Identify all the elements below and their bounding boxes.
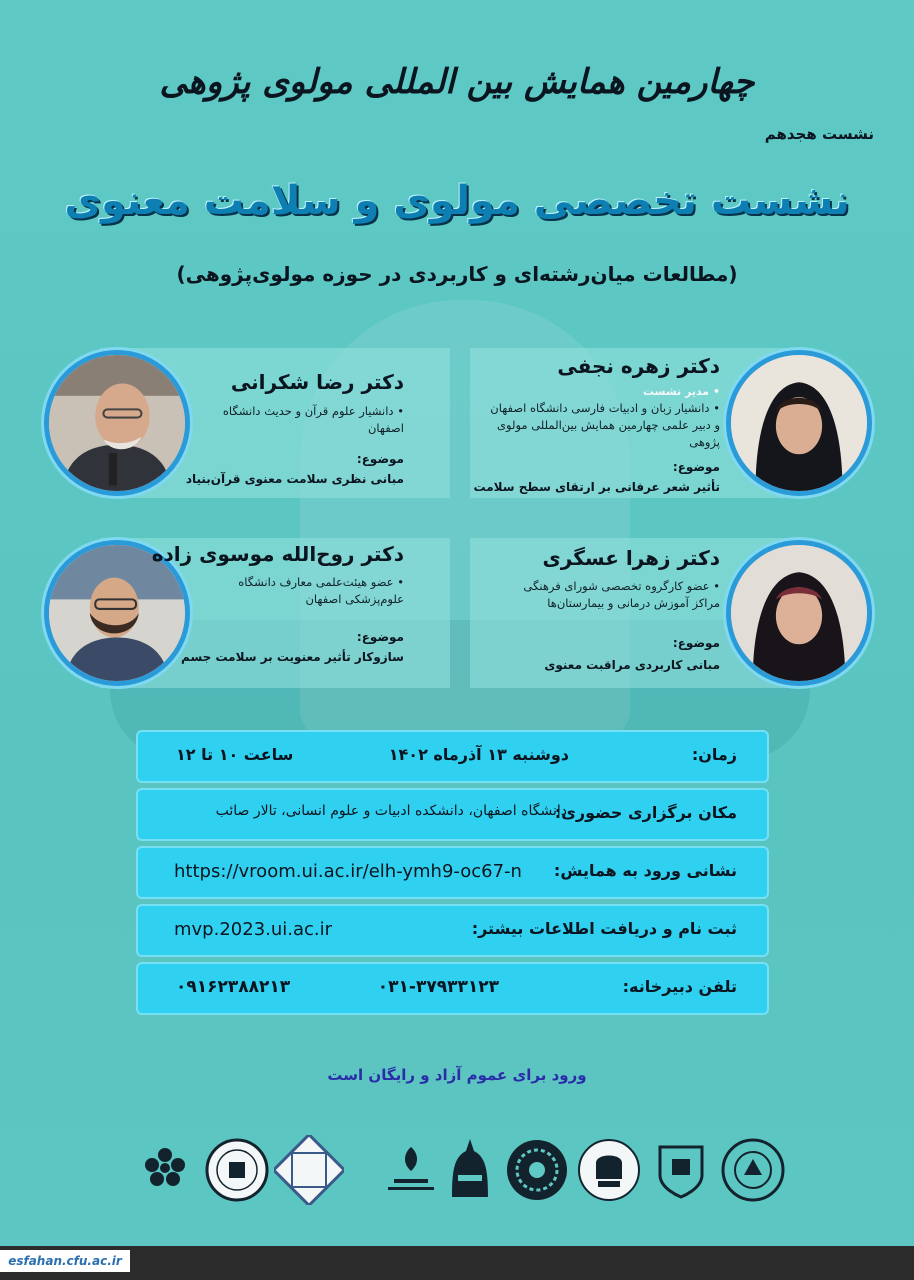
speaker-name-shokrani: دکتر رضا شکرانی: [230, 370, 404, 394]
info-box-phone: [136, 962, 769, 1015]
topic-label: موضوع:: [356, 630, 404, 644]
speaker-bio: • دانشیار علوم قرآن و حدیث دانشگاه: [222, 404, 404, 418]
time-label: زمان:: [691, 745, 737, 764]
speaker-topic-asgari: مبانی کاربردی مراقبت معنوی: [544, 658, 720, 672]
info-box-link: [136, 846, 769, 899]
isfahan-university-logo: [574, 1135, 644, 1205]
speaker-role: • مدیر نشست: [642, 385, 720, 398]
speaker-bio-cont: پژوهی: [689, 435, 720, 449]
phone-label: تلفن دبیرخانه:: [622, 977, 737, 996]
venue-label: مکان برگزاری حضوری:: [554, 803, 737, 822]
university-seal-logo: [718, 1135, 788, 1205]
topic-label: موضوع:: [672, 460, 720, 474]
speaker-photo-najafi: [726, 350, 872, 496]
speaker-card-asgari: [470, 538, 880, 688]
speaker-topic-shokrani: مبانی نظری سلامت معنوی قرآن‌بنیاد: [185, 472, 404, 486]
sarajevo-university-logo: [202, 1135, 272, 1205]
site-link[interactable]: esfahan.cfu.ac.ir: [0, 1250, 130, 1272]
speaker-topic-mousavizadeh: سازوکار تأثیر معنویت بر سلامت جسم: [181, 650, 404, 664]
speaker-bio-cont: و دبیر علمی چهارمین همایش بین‌المللی مولوی: [497, 418, 720, 432]
main-title: نشست تخصصی مولوی و سلامت معنوی: [64, 178, 850, 224]
free-entry-note: ورود برای عموم آزاد و رایگان است: [327, 1066, 587, 1084]
phone-mobile: ۰۹۱۶۲۳۸۸۲۱۳: [176, 977, 291, 997]
speaker-bio: • عضو هیئت‌علمی معارف دانشگاه: [238, 575, 404, 589]
speaker-name-najafi: دکتر زهره نجفی: [557, 354, 720, 378]
speaker-card-mousavizadeh: [40, 538, 460, 688]
speaker-bio-cont: علوم‌پزشکی اصفهان: [305, 592, 404, 606]
speaker-bio: • عضو کارگروه تخصصی شورای فرهنگی: [523, 579, 720, 593]
register-label: ثبت نام و دریافت اطلاعات بیشتر:: [471, 919, 737, 938]
speaker-name-mousavizadeh: دکتر روح‌الله موسوی زاده: [151, 542, 404, 566]
venue-value: دانشگاه اصفهان، دانشکده ادبیات و علوم انسانی، تالار صائب: [215, 803, 567, 819]
speaker-bio: • دانشیار زبان و ادبیات فارسی دانشگاه اصفهان: [490, 401, 720, 415]
speaker-photo-asgari: [726, 540, 872, 686]
speaker-card-najafi: [470, 348, 880, 498]
speaker-bio-cont: اصفهان: [367, 421, 404, 435]
link-label: نشانی ورود به همایش:: [553, 861, 737, 880]
university-shield-logo: [646, 1135, 716, 1205]
association-logo: [274, 1135, 344, 1205]
register-link[interactable]: mvp.2023.ui.ac.ir: [174, 919, 333, 940]
speaker-name-asgari: دکتر زهرا عسگری: [542, 546, 720, 570]
sponsor-logos: [130, 1135, 790, 1215]
rosette-logo: [502, 1135, 572, 1205]
conference-link[interactable]: https://vroom.ui.ac.ir/elh-ymh9-oc67-n: [174, 861, 522, 882]
info-box-venue: [136, 788, 769, 841]
info-box-time: [136, 730, 769, 783]
date-value: دوشنبه ۱۳ آذرماه ۱۴۰۲: [388, 745, 569, 764]
speaker-card-shokrani: [40, 348, 460, 498]
conference-title: چهارمین همایش بین المللی مولوی پژوهی: [159, 62, 755, 102]
speaker-topic-najafi: تأثیر شعر عرفانی بر ارتقای سطح سلامت: [473, 480, 720, 494]
hour-value: ساعت ۱۰ تا ۱۲: [176, 745, 294, 764]
topic-label: موضوع:: [672, 636, 720, 650]
phone-office: ۰۳۱-۳۷۹۳۳۱۲۳: [377, 977, 499, 997]
session-number: نشست هجدهم: [764, 125, 874, 143]
footer-bar: [0, 1246, 914, 1280]
dome-logo: [448, 1135, 492, 1205]
speaker-bio-cont: مراکز آموزش درمانی و بیمارستان‌ها: [547, 596, 720, 610]
flower-logo: [130, 1135, 200, 1205]
topic-label: موضوع:: [356, 452, 404, 466]
subtitle: (مطالعات میان‌رشته‌ای و کاربردی در حوزه مولوی‌پژوهی): [176, 262, 738, 286]
info-box-register: [136, 904, 769, 957]
emblem-logo: [376, 1135, 446, 1205]
